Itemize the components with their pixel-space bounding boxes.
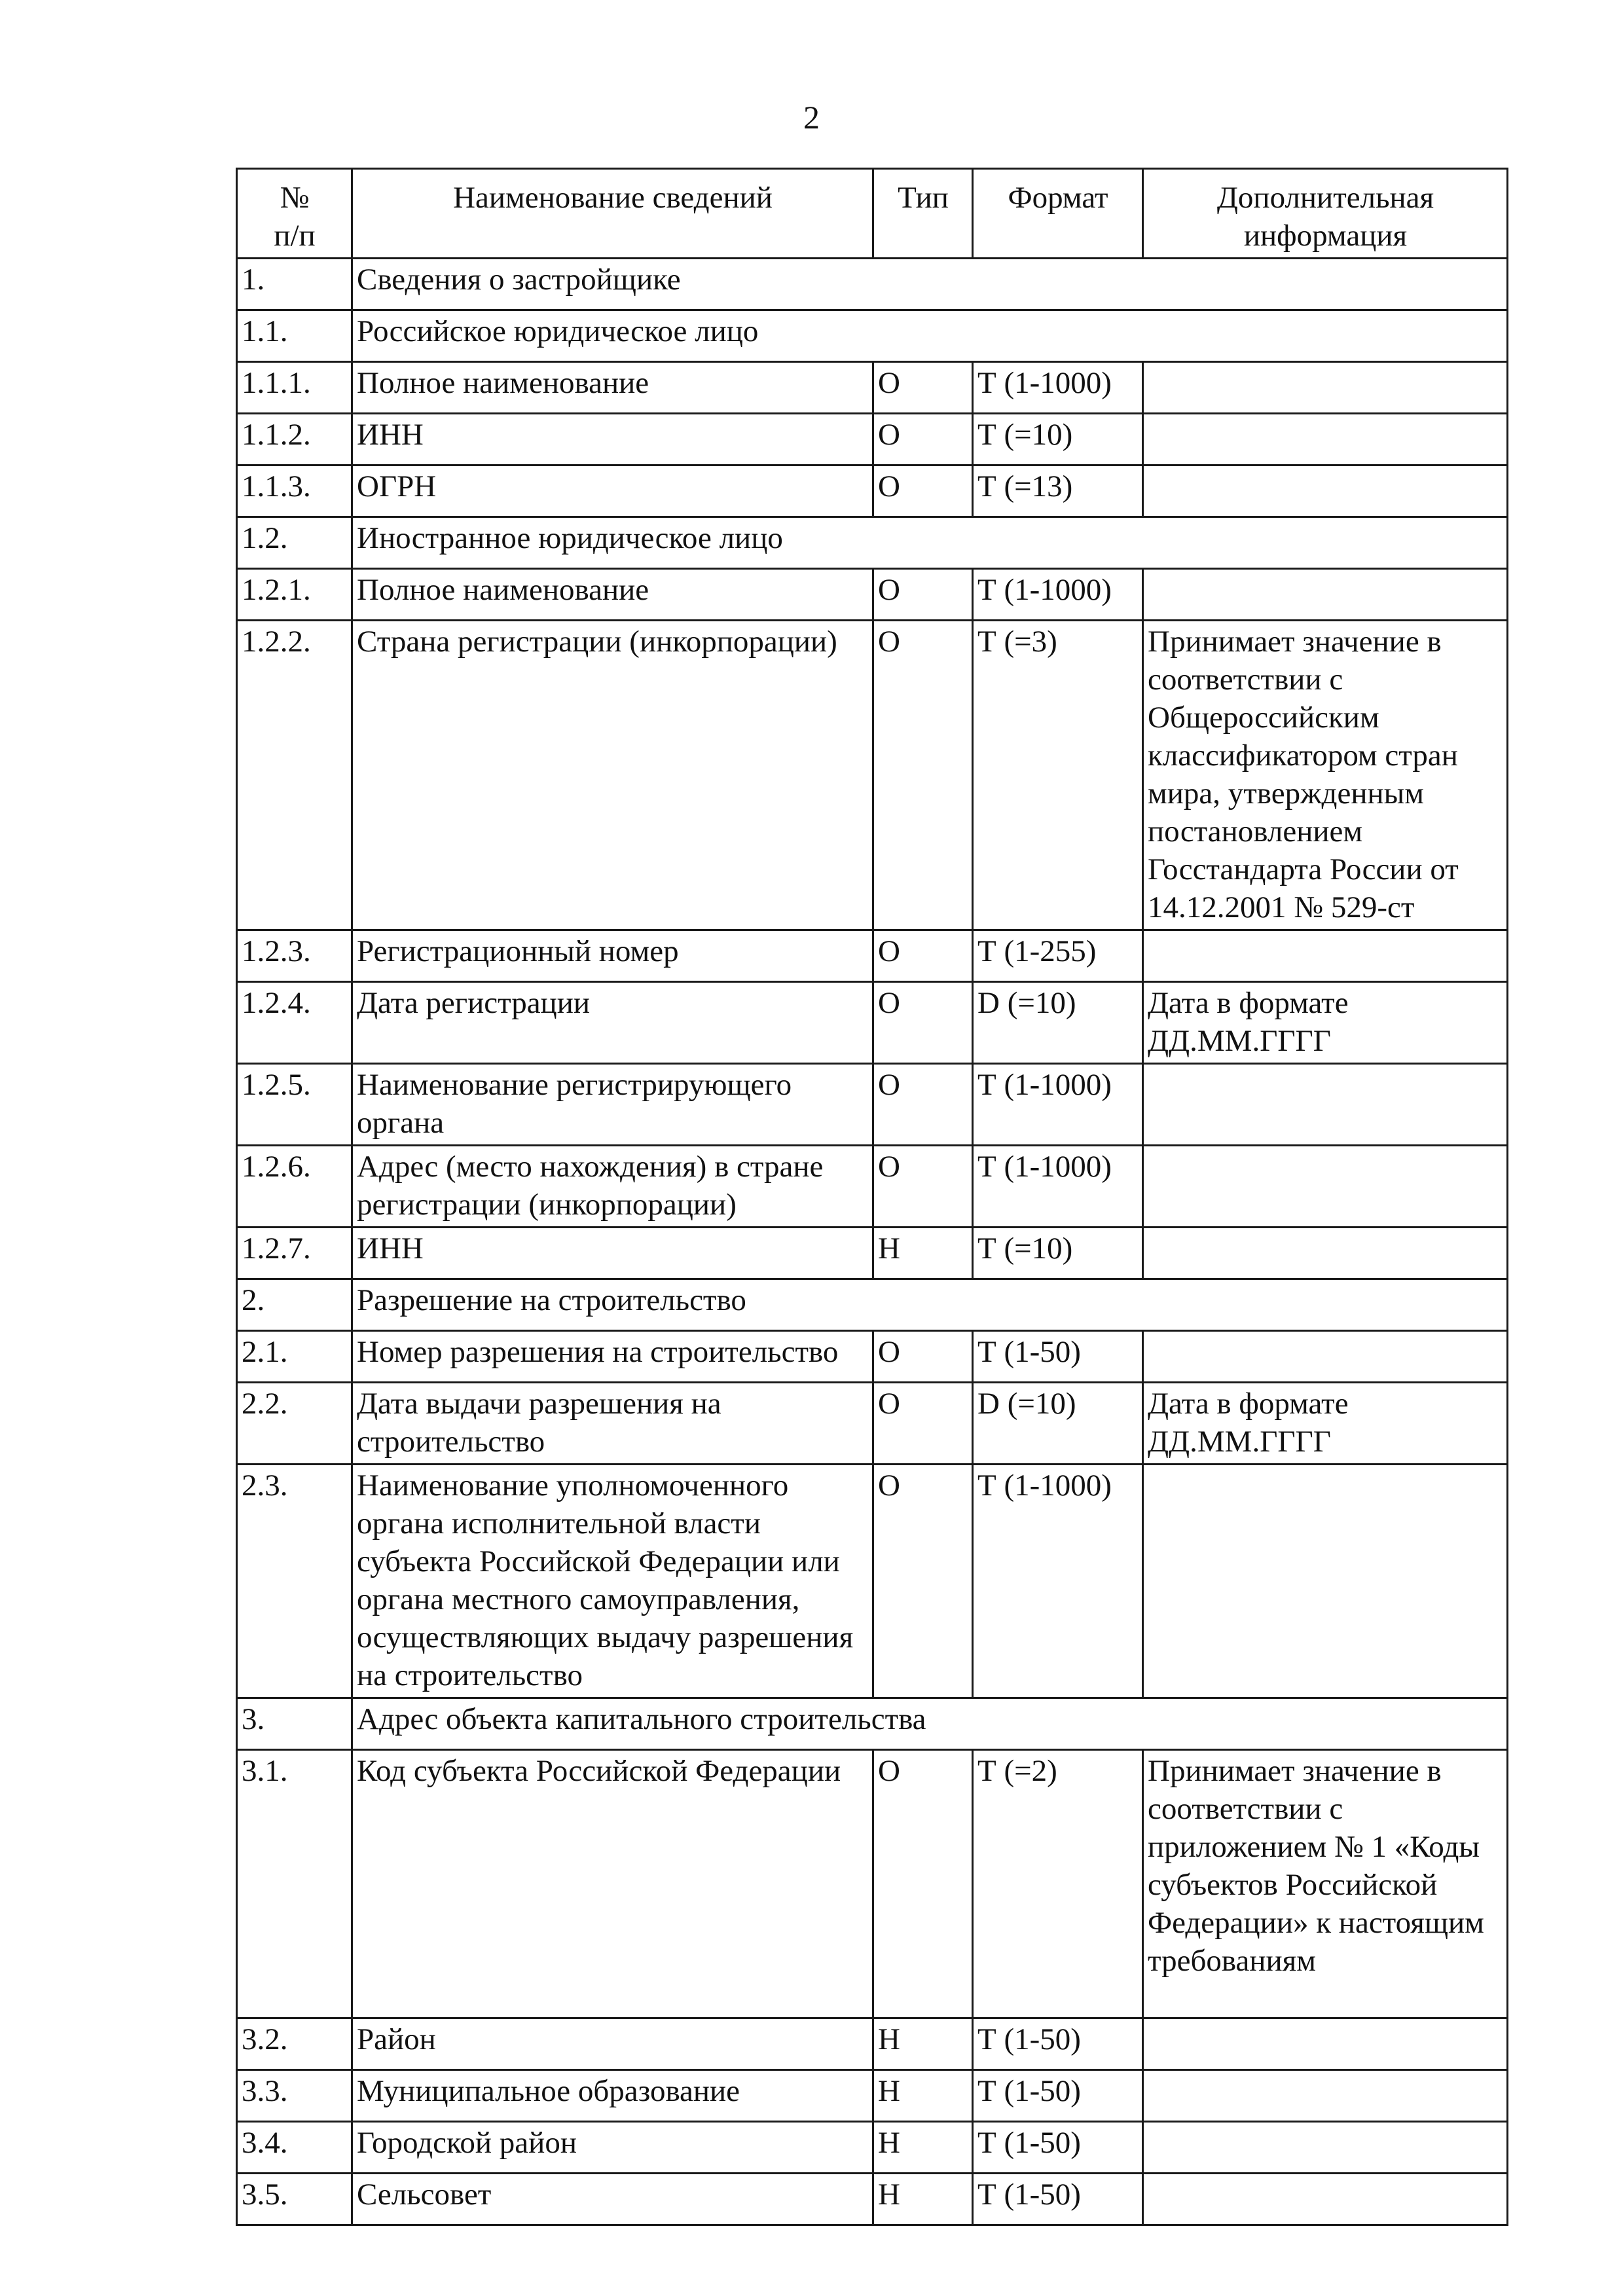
row-info (1143, 2174, 1508, 2225)
row-format: Т (=2) (973, 1750, 1143, 2018)
row-type: О (873, 1064, 973, 1146)
row-type: Н (873, 1228, 973, 1279)
row-name: Разрешение на строительство (352, 1279, 1508, 1331)
row-num: 1.1.1. (237, 362, 352, 414)
row-type: О (873, 1146, 973, 1228)
row-num: 3.4. (237, 2122, 352, 2174)
section-row (237, 259, 1508, 310)
row-name: Сельсовет (352, 2174, 873, 2225)
row-format: Т (1-1000) (973, 569, 1143, 621)
row-num: 1.2.6. (237, 1146, 352, 1228)
row-format: Т (1-50) (973, 2070, 1143, 2122)
row-num: 3.3. (237, 2070, 352, 2122)
row-name: Полное наименование (352, 569, 873, 621)
row-info: Дата в формате ДД.ММ.ГГГГ (1143, 982, 1508, 1064)
row-name: ИНН (352, 1228, 873, 1279)
row-format: Т (=13) (973, 465, 1143, 517)
table-row (237, 1064, 1508, 1146)
row-num: 2.3. (237, 1465, 352, 1698)
row-num: 1.1.2. (237, 414, 352, 465)
table-header-row (237, 169, 1508, 259)
row-format: D (=10) (973, 1383, 1143, 1465)
row-info (1143, 1064, 1508, 1146)
row-format: Т (1-1000) (973, 362, 1143, 414)
row-type: О (873, 569, 973, 621)
table-row (237, 1146, 1508, 1228)
table-row (237, 2070, 1508, 2122)
row-type: Н (873, 2174, 973, 2225)
row-num: 1.1. (237, 310, 352, 362)
row-name: Городской район (352, 2122, 873, 2174)
row-info (1143, 2070, 1508, 2122)
requirements-table (236, 168, 1508, 2226)
row-info (1143, 414, 1508, 465)
row-info (1143, 2122, 1508, 2174)
row-info (1143, 2018, 1508, 2070)
row-name: Регистрационный номер (352, 930, 873, 982)
row-format: Т (=10) (973, 1228, 1143, 1279)
row-format: D (=10) (973, 982, 1143, 1064)
section-row (237, 1279, 1508, 1331)
table-row (237, 1383, 1508, 1465)
row-num: 2.2. (237, 1383, 352, 1465)
row-type: О (873, 621, 973, 930)
row-num: 1.1.3. (237, 465, 352, 517)
row-name: Район (352, 2018, 873, 2070)
row-info (1143, 465, 1508, 517)
table-row (237, 1465, 1508, 1698)
row-format: Т (1-1000) (973, 1465, 1143, 1698)
row-format: Т (=3) (973, 621, 1143, 930)
table-row (237, 930, 1508, 982)
row-info: Принимает значение в соответствии с Общероссийским классификатором стран мира, утвержденным постановлением Госстандарта России от 14.12.2001 № 529-ст (1143, 621, 1508, 930)
header-name: Наименование сведений (352, 169, 873, 259)
table-row (237, 569, 1508, 621)
row-name: ИНН (352, 414, 873, 465)
row-type: О (873, 414, 973, 465)
table-row (237, 2018, 1508, 2070)
row-num: 1.2.2. (237, 621, 352, 930)
row-num: 1. (237, 259, 352, 310)
row-format: Т (1-50) (973, 2018, 1143, 2070)
row-type: О (873, 1383, 973, 1465)
row-name: Номер разрешения на строительство (352, 1331, 873, 1383)
row-type: Н (873, 2070, 973, 2122)
row-format: Т (1-50) (973, 2122, 1143, 2174)
header-type: Тип (873, 169, 973, 259)
page-number: 2 (803, 99, 820, 136)
row-num: 1.2.4. (237, 982, 352, 1064)
row-num: 3.2. (237, 2018, 352, 2070)
row-type: О (873, 1750, 973, 2018)
row-type: О (873, 465, 973, 517)
row-num: 1.2.5. (237, 1064, 352, 1146)
row-info (1143, 1331, 1508, 1383)
row-num: 1.2.7. (237, 1228, 352, 1279)
row-info (1143, 569, 1508, 621)
row-name: Муниципальное образование (352, 2070, 873, 2122)
header-format: Формат (973, 169, 1143, 259)
section-row (237, 1698, 1508, 1750)
row-name: Наименование регистрирующего органа (352, 1064, 873, 1146)
row-format: Т (=10) (973, 414, 1143, 465)
row-num: 1.2. (237, 517, 352, 569)
row-type: Н (873, 2122, 973, 2174)
row-format: Т (1-50) (973, 1331, 1143, 1383)
row-name: Код субъекта Российской Федерации (352, 1750, 873, 2018)
row-name: Дата выдачи разрешения на строительство (352, 1383, 873, 1465)
table-row (237, 1228, 1508, 1279)
table-row (237, 465, 1508, 517)
row-type: Н (873, 2018, 973, 2070)
row-name: Дата регистрации (352, 982, 873, 1064)
row-name: ОГРН (352, 465, 873, 517)
row-num: 1.2.1. (237, 569, 352, 621)
row-num: 2. (237, 1279, 352, 1331)
row-format: Т (1-50) (973, 2174, 1143, 2225)
row-name: Наименование уполномоченного органа исполнительной власти субъекта Российской Федерации или органа местного самоуправления, осуществляющих выдачу разрешения на строительство (352, 1465, 873, 1698)
row-format: Т (1-1000) (973, 1146, 1143, 1228)
section-row (237, 310, 1508, 362)
table-row (237, 621, 1508, 930)
table-row (237, 2122, 1508, 2174)
table-row (237, 1750, 1508, 2018)
row-format: Т (1-1000) (973, 1064, 1143, 1146)
row-name: Полное наименование (352, 362, 873, 414)
row-num: 3.5. (237, 2174, 352, 2225)
row-info (1143, 1146, 1508, 1228)
header-num: № п/п (237, 169, 352, 259)
header-info: Дополнительная информация (1143, 169, 1508, 259)
row-info (1143, 1228, 1508, 1279)
row-name: Страна регистрации (инкорпорации) (352, 621, 873, 930)
row-num: 3. (237, 1698, 352, 1750)
row-info: Принимает значение в соответствии с приложением № 1 «Коды субъектов Российской Федерации» к настоящим требованиям (1143, 1750, 1508, 2018)
row-name: Сведения о застройщике (352, 259, 1508, 310)
row-info: Дата в формате ДД.ММ.ГГГГ (1143, 1383, 1508, 1465)
row-num: 3.1. (237, 1750, 352, 2018)
row-type: О (873, 930, 973, 982)
row-type: О (873, 1465, 973, 1698)
row-info (1143, 1465, 1508, 1698)
row-info (1143, 930, 1508, 982)
table-row (237, 1331, 1508, 1383)
row-name: Адрес (место нахождения) в стране регистрации (инкорпорации) (352, 1146, 873, 1228)
table-row (237, 982, 1508, 1064)
row-num: 2.1. (237, 1331, 352, 1383)
row-num: 1.2.3. (237, 930, 352, 982)
table-row (237, 2174, 1508, 2225)
row-name: Российское юридическое лицо (352, 310, 1508, 362)
table-row (237, 414, 1508, 465)
row-name: Иностранное юридическое лицо (352, 517, 1508, 569)
row-format: Т (1-255) (973, 930, 1143, 982)
row-info (1143, 362, 1508, 414)
row-type: О (873, 982, 973, 1064)
section-row (237, 517, 1508, 569)
row-type: О (873, 362, 973, 414)
row-type: О (873, 1331, 973, 1383)
row-name: Адрес объекта капитального строительства (352, 1698, 1508, 1750)
table-row (237, 362, 1508, 414)
